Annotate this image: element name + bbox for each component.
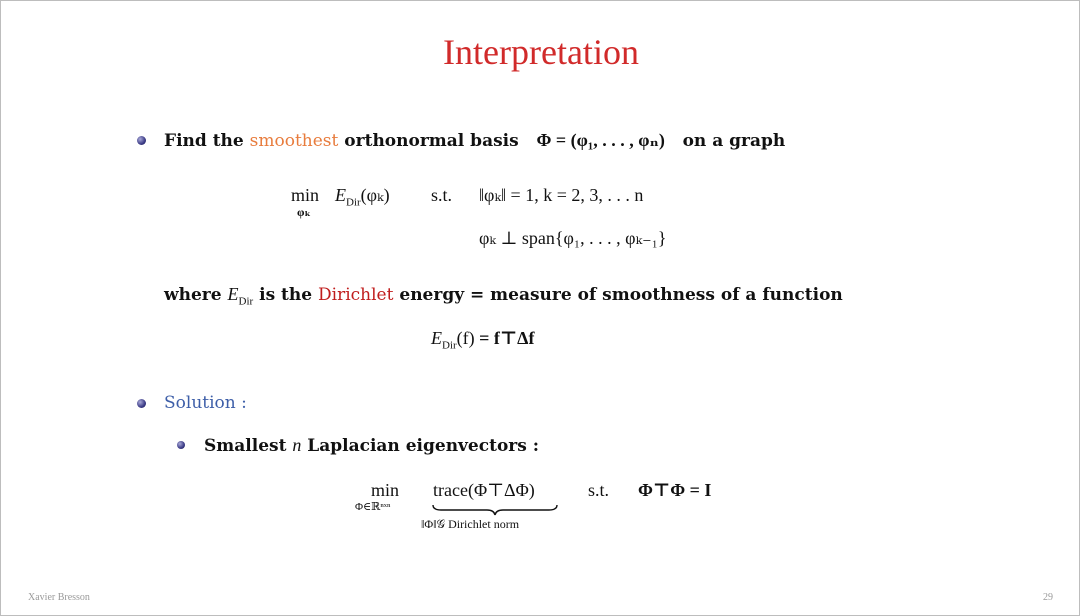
dirichlet-highlight: Dirichlet [318,285,394,305]
bullet-1-text [164,130,785,151]
solution-label: Solution : [164,393,247,413]
opt-objective: $E_{Dir}(\varphi_k)$ [335,185,390,209]
bullet-1-pre: Find the [164,131,244,151]
slide-title: Interpretation [443,32,639,72]
sub-bullet-text: Smallest n Laplacian eigenvectors : [204,435,540,456]
opt-min [291,185,319,206]
sol-min-word: min [371,480,400,500]
footer-author: Xavier Bresson [28,592,90,603]
underbrace-label: ‖Φ‖𝒢 Dirichlet norm [421,517,520,531]
sub-bullet-icon [177,441,185,449]
page-number: 29 [1043,592,1053,603]
opt-st: s.t. [431,185,453,205]
bullet-1-tail: on a graph [682,131,786,151]
energy-formula: $E_{Dir}(f)$ = f⊤Δf [431,328,535,352]
opt-min-sub: φₖ [297,205,311,219]
opt-constraint-1: ‖φₖ‖ = 1, k = 2, 3, . . . n [479,185,644,205]
bullet-1-post: orthonormal basis [344,131,519,151]
bullet-2-text [164,393,247,413]
opt-min-word: min [291,185,320,205]
basis-formula: Φ = (φ₁, . . . , φₙ) [536,130,665,150]
opt-constraint-2: φₖ ⊥ span{φ₁, . . . , φₖ₋₁} [479,228,667,248]
sol-objective: trace(Φ⊤ΔΦ) [433,480,535,500]
where-line: where $E_{Dir}$ is the Dirichlet energy = measure of smoothness of a function [164,284,843,308]
bullet-1-highlight: smoothest [249,131,339,151]
sol-constraint: Φ⊤Φ = I [638,480,712,500]
underbrace-icon [431,503,559,517]
bullet-1-icon [137,136,146,145]
where-symbol: $E_{Dir}$ [227,284,254,308]
sol-min-sub: Φ∈ℝⁿˣⁿ [355,501,391,513]
bullet-2-icon [137,399,146,408]
sol-st: s.t. [588,480,610,500]
